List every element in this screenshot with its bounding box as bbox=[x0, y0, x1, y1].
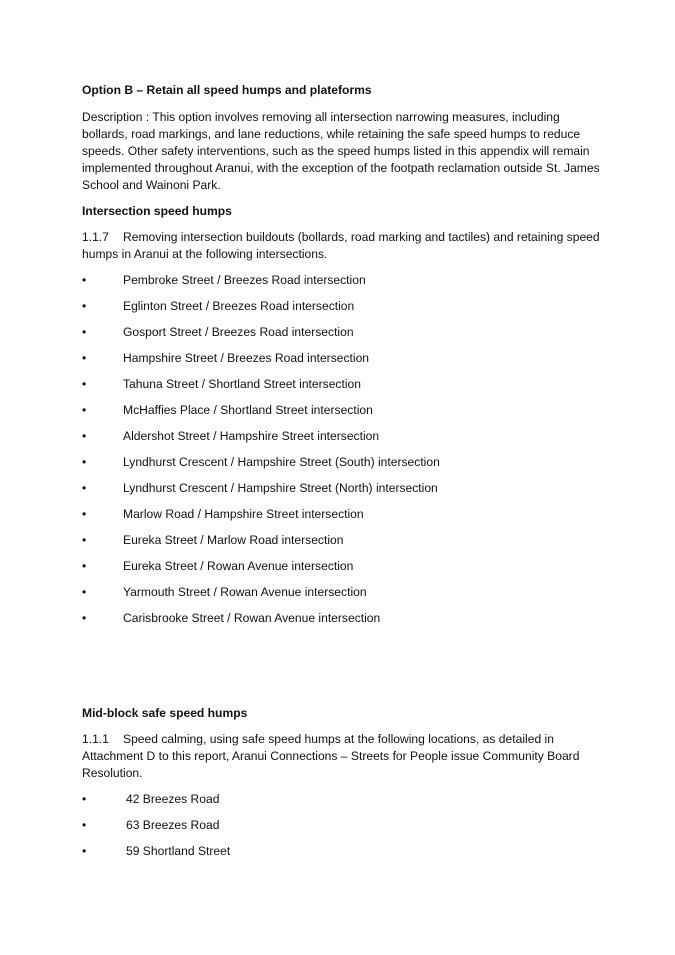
bullet-icon: • bbox=[82, 455, 87, 469]
list-item-text: 59 Shortland Street bbox=[126, 844, 231, 858]
list-item bbox=[82, 428, 602, 445]
list-item-text: Marlow Road / Hampshire Street intersection bbox=[123, 507, 364, 521]
bullet-icon: • bbox=[82, 559, 87, 573]
bullet-icon: • bbox=[82, 325, 87, 339]
intersection-para-text: Removing intersection buildouts (bollards, road marking and tactiles) and retaining speed humps in Aranui at the following intersections. bbox=[82, 230, 600, 261]
list-item-text: Aldershot Street / Hampshire Street intersection bbox=[123, 429, 380, 443]
bullet-icon: • bbox=[82, 351, 87, 365]
list-item-text: 63 Breezes Road bbox=[126, 818, 220, 832]
list-item-text: Tahuna Street / Shortland Street intersection bbox=[123, 377, 361, 391]
list-item bbox=[82, 480, 602, 497]
list-item-text: McHaffies Place / Shortland Street intersection bbox=[123, 403, 373, 417]
bullet-icon: • bbox=[82, 792, 87, 806]
list-item-text: Carisbrooke Street / Rowan Avenue intersection bbox=[123, 611, 381, 625]
midblock-list bbox=[82, 791, 602, 860]
intersection-list bbox=[82, 272, 602, 627]
midblock-paragraph bbox=[82, 731, 602, 782]
bullet-icon: • bbox=[82, 403, 87, 417]
list-item-text: Eureka Street / Marlow Road intersection bbox=[123, 533, 344, 547]
bullet-icon: • bbox=[82, 507, 87, 521]
list-item-text: 42 Breezes Road bbox=[126, 792, 220, 806]
bullet-icon: • bbox=[82, 273, 87, 287]
bullet-icon: • bbox=[82, 533, 87, 547]
list-item bbox=[82, 532, 602, 549]
list-item-text: Pembroke Street / Breezes Road intersection bbox=[123, 273, 366, 287]
list-item bbox=[82, 843, 602, 860]
bullet-icon: • bbox=[82, 377, 87, 391]
list-item-text: Hampshire Street / Breezes Road intersection bbox=[123, 351, 370, 365]
list-item bbox=[82, 272, 602, 289]
intersection-paragraph bbox=[82, 229, 602, 263]
bullet-icon: • bbox=[82, 611, 87, 625]
bullet-icon: • bbox=[82, 481, 87, 495]
midblock-para-text: Speed calming, using safe speed humps at the following locations, as detailed in Attachment D to this report, Aranui Connections – Streets for People issue Community Board Resolution. bbox=[82, 732, 580, 780]
list-item-text: Eureka Street / Rowan Avenue intersection bbox=[123, 559, 354, 573]
list-item-text: Eglinton Street / Breezes Road intersection bbox=[123, 299, 355, 313]
list-item bbox=[82, 817, 602, 834]
intersection-heading: Intersection speed humps bbox=[82, 204, 232, 218]
option-b-description: Description : This option involves removing all intersection narrowing measures, including bollards, road markings, and lane reductions, while retaining the safe speed humps to reduce speeds. Other safety interventions, such as the speed humps listed in this appendix will remain implemented throughout Aranui, with the exception of the footpath reclamation outside St. James School and Wainoni Park. bbox=[82, 110, 600, 192]
bullet-icon: • bbox=[82, 585, 87, 599]
document-page bbox=[82, 82, 602, 869]
list-item bbox=[82, 506, 602, 523]
list-item bbox=[82, 298, 602, 315]
midblock-para-number: 1.1.1 bbox=[82, 732, 109, 746]
list-item-text: Lyndhurst Crescent / Hampshire Street (South) intersection bbox=[123, 455, 440, 469]
list-item bbox=[82, 454, 602, 471]
list-item bbox=[82, 324, 602, 341]
list-item bbox=[82, 558, 602, 575]
bullet-icon: • bbox=[82, 299, 87, 313]
list-item bbox=[82, 584, 602, 601]
list-item bbox=[82, 376, 602, 393]
list-item bbox=[82, 350, 602, 367]
bullet-icon: • bbox=[82, 844, 87, 858]
list-item-text: Yarmouth Street / Rowan Avenue intersection bbox=[123, 585, 367, 599]
midblock-heading: Mid-block safe speed humps bbox=[82, 706, 248, 720]
option-b-heading: Option B – Retain all speed humps and plateforms bbox=[82, 83, 372, 97]
intersection-para-number: 1.1.7 bbox=[82, 230, 109, 244]
list-item bbox=[82, 610, 602, 627]
list-item-text: Lyndhurst Crescent / Hampshire Street (North) intersection bbox=[123, 481, 438, 495]
list-item-text: Gosport Street / Breezes Road intersection bbox=[123, 325, 354, 339]
bullet-icon: • bbox=[82, 429, 87, 443]
list-item bbox=[82, 791, 602, 808]
bullet-icon: • bbox=[82, 818, 87, 832]
list-item bbox=[82, 402, 602, 419]
